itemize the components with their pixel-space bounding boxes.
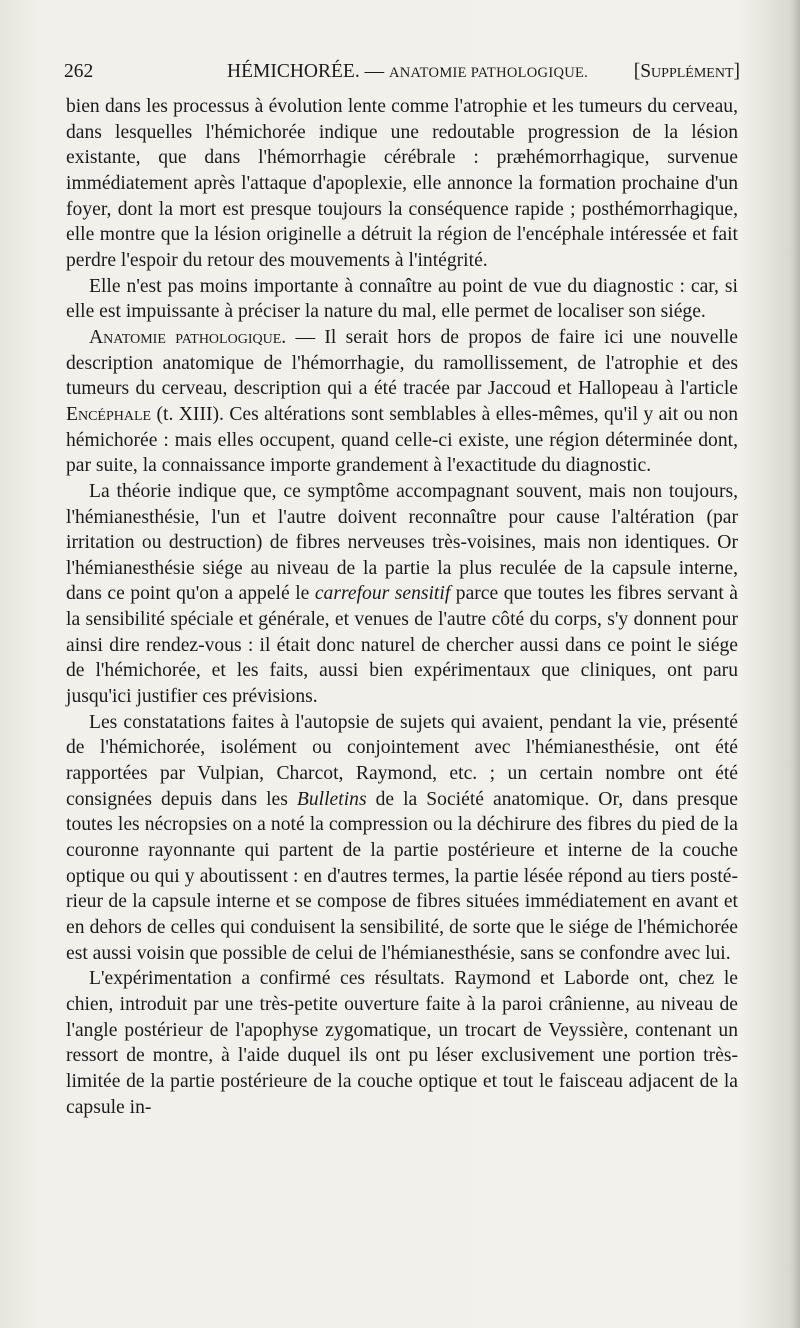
running-title-sub: ANATOMIE PATHOLOGIQUE. <box>388 65 589 81</box>
paragraph-5-text-b: de la Société anatomique. Or, dans presque toutes les nécropsies on a noté la compression ou la déchirure des fibres du pied de la couronne rayonnante qui partent de la partie postérieure et interne de la couche optique ou qui y aboutissent : en d'autres termes, la partie lésée répond au tiers postérieur de la capsule interne et se compose de fibres situées immédiatement en avant et en dehors de celles qui conduisent la sensibilité, de sorte que le siége de l'hémichorée est aussi voisin que possible de celui de l'hémianesthésie, sans se confondre avec lui. <box>66 788 738 964</box>
paragraph-3-text-b: (t. XIII). Ces altérations sont semblables à elles-mêmes, qu'il y ait ou non hémichorée : mais elles occupent, quand celle-ci existe, une région déterminée dont, par suite, la connaissance importe grandement à l'exactitude du diagnostic. <box>66 403 738 477</box>
paragraph-1: bien dans les processus à évolution lente comme l'atrophie et les tumeurs du cerveau, dans lesquelles l'hémichorée indique une redoutable progression de la lésion existante, que dans l'hémorrhagie cérébrale : præhémorrhagique, survenue immédiatement après l'attaque d'apoplexie, elle annonce la formation prochaine d'un foyer, dont la mort est presque toujours la conséquence rapide ; posthémorrhagique, elle montre que la lésion originelle a détruit la région de l'encéphale intéressée et fait perdre l'espoir du retour des mouvements à l'intégrité. <box>66 96 738 271</box>
paragraph-4 <box>66 479 738 710</box>
paragraph-6: L'expérimentation a confirmé ces résultats. Raymond et Laborde ont, chez le chien, introduit par une très-petite ouverture faite à la paroi crânienne, au niveau de l'angle postérieur de l'apophyse zygomatique, un trocart de Veyssière, contenant un ressort de montre, à l'aide duquel ils ont pu léser exclusivement une portion très-limitée de la partie postérieure de la couche optique et tout le faisceau adjacent de la capsule in- <box>66 968 738 1118</box>
paragraph-5-text-a: Les constatations faites à l'autopsie de sujets qui avaient, pendant la vie, présenté de l'hémichorée, isolément ou conjointement avec l'hémianesthésie, ont été rapportées par Vulpian, Charcot, Raymond, etc. ; un certain nombre ont été consignées depuis dans les <box>66 711 738 810</box>
paragraph-4-text-a: La théorie indique que, ce symptôme accompagnant souvent, mais non toujours, l'hémianesthésie, l'un et l'autre doivent reconnaître pour cause l'altération (par irritation ou destruction) de fibres nerveuses très-voisines, mais non identiques. Or l'hémianesthésie siége au niveau de la partie la plus reculée de la capsule interne, dans ce point qu'on a appelé le <box>66 480 738 605</box>
running-title-main: HÉMICHORÉE. <box>227 61 360 82</box>
page-number: 262 <box>64 61 94 82</box>
italic-term-carrefour: carrefour sensitif <box>314 583 451 605</box>
article-reference: Encéphale <box>66 403 152 425</box>
body-text <box>66 94 738 1120</box>
paragraph-3-text-a: — Il serait hors de propos de faire ici une nouvelle description anatomique de l'hémorrhagie, du ramollissement, de l'atrophie et des tumeurs du cerveau, description qui a été tracée par Jaccoud et Hallopeau à l'article <box>66 326 738 400</box>
section-label: [Supplément] <box>633 61 740 82</box>
italic-term-bulletins: Bulletins <box>296 788 367 810</box>
running-title <box>227 56 588 89</box>
paragraph-2: Elle n'est pas moins importante à connaître au point de vue du diagnostic : car, si elle est impuissante à préciser la nature du mal, elle permet de localiser son siége. <box>66 275 738 323</box>
running-header <box>64 56 740 88</box>
section-heading-anatomie: Anatomie pathologique. <box>89 326 287 348</box>
paragraph-4-text-b: parce que toutes les fibres servant à la sensibilité spéciale et générale, et venues de l'autre côté du corps, s'y donnent pour ainsi dire rendez-vous : il était donc naturel de chercher aussi dans ce point le siége de l'hémichorée, et les faits, aussi bien expérimentaux que cliniques, ont paru jusqu'ici justifier ces prévisions. <box>66 583 739 708</box>
paragraph-5 <box>66 710 738 967</box>
running-title-dash: — <box>359 61 389 82</box>
paragraph-3 <box>66 325 738 479</box>
